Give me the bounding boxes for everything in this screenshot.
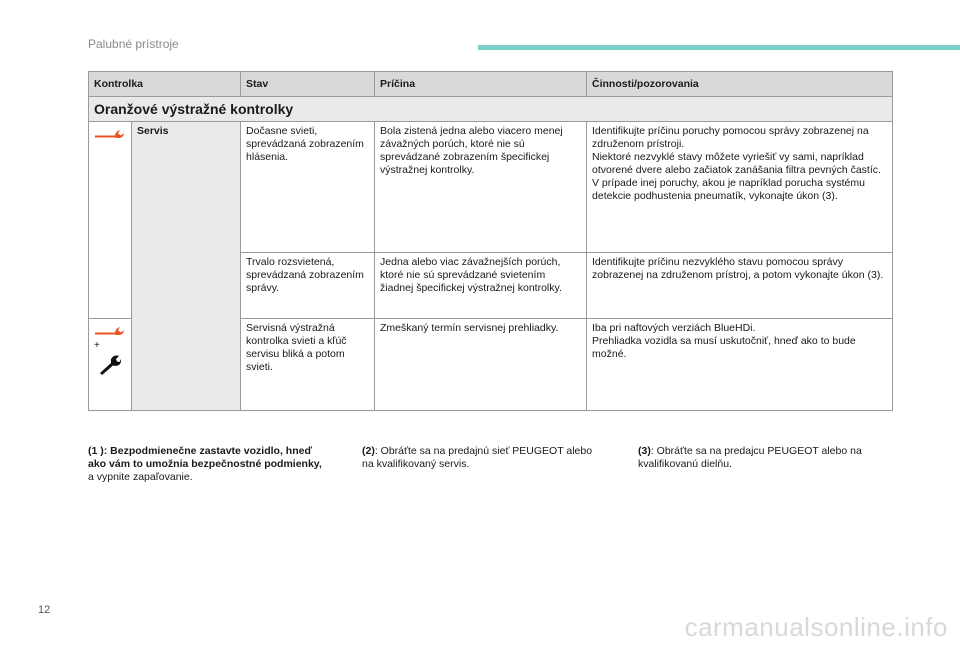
wrench-orange-icon [94,127,126,141]
plus-sign: + [94,340,100,351]
warning-name: Servis [137,125,169,137]
section-title: Oranžové výstražné kontrolky [89,97,893,122]
column-header-kontrolka: Kontrolka [89,72,241,97]
footnote-3-prefix: (3) [638,445,651,457]
watermark: carmanualsonline.info [684,612,948,642]
cause-cell: Bola zistená jedna alebo viacero menej závažných porúch, ktoré nie sú sprevádzané zobrazením špecifickej výstražnej kontrolky. [375,122,587,253]
footnote-1-bold: Bezpodmienečne zastavte vozidlo, hneď ako vám to umožnia bezpečnostné podmienky, [88,445,322,470]
service-key-icon [94,354,126,376]
state-cell: Servisná výstražná kontrolka svieti a kľúč servisu bliká a potom svieti. [241,319,375,411]
column-header-pricina: Príčina [375,72,587,97]
cause-cell: Jedna alebo viac závažnejších porúch, ktoré nie sú sprevádzané svietením žiadnej špecifickej výstražnej kontrolky. [375,253,587,319]
table-row [89,122,893,253]
column-header-cinnosti: Činnosti/pozorovania [587,72,893,97]
state-cell: Trvalo rozsvietená, sprevádzaná zobrazením správy. [241,253,375,319]
action-cell: Identifikujte príčinu nezvyklého stavu pomocou správy zobrazenej na združenom prístroj, a potom vykonajte úkon (3). [587,253,893,319]
footnote-1 [88,445,328,484]
warning-name-cell [132,122,241,411]
cause-cell: Zmeškaný termín servisnej prehliadky. [375,319,587,411]
wrench-orange-icon [94,324,126,338]
footnote-3 [638,445,888,471]
page-number: 12 [38,604,51,616]
footnote-1-prefix: (1 ): [88,445,111,457]
page-section-title: Palubné prístroje [88,37,179,51]
action-cell: Iba pri naftových verziách BlueHDi. Prehliadka vozidla sa musí uskutočniť, hneď ako to bude možné. [587,319,893,411]
footnote-2 [362,445,602,471]
footnote-2-text: : Obráťte sa na predajnú sieť PEUGEOT alebo na kvalifikovaný servis. [362,445,593,470]
icon-cell [89,122,132,319]
warning-lights-table [88,71,893,411]
column-header-stav: Stav [241,72,375,97]
action-cell: Identifikujte príčinu poruchy pomocou správy zobrazenej na združenom prístroji. Niektoré nezvyklé stavy môžete vyriešiť vy sami, napríklad otvorené dvere alebo začiatok zanášania filtra pevných častíc. V prípade inej poruchy, akou je napríklad porucha systému detekcie podhustenia pneumatík, vykonajte úkon (3). [587,122,893,253]
header-accent-bar [478,45,960,50]
table-header-row [89,72,893,97]
footnote-2-prefix: (2) [362,445,375,457]
footnote-1-text: a vypnite zapaľovanie. [88,471,193,483]
icon-cell [89,319,132,411]
footnote-3-text: : Obráťte sa na predajcu PEUGEOT alebo na kvalifikovanú dielňu. [638,445,862,470]
state-cell: Dočasne svieti, sprevádzaná zobrazením hlásenia. [241,122,375,253]
section-row [89,97,893,122]
